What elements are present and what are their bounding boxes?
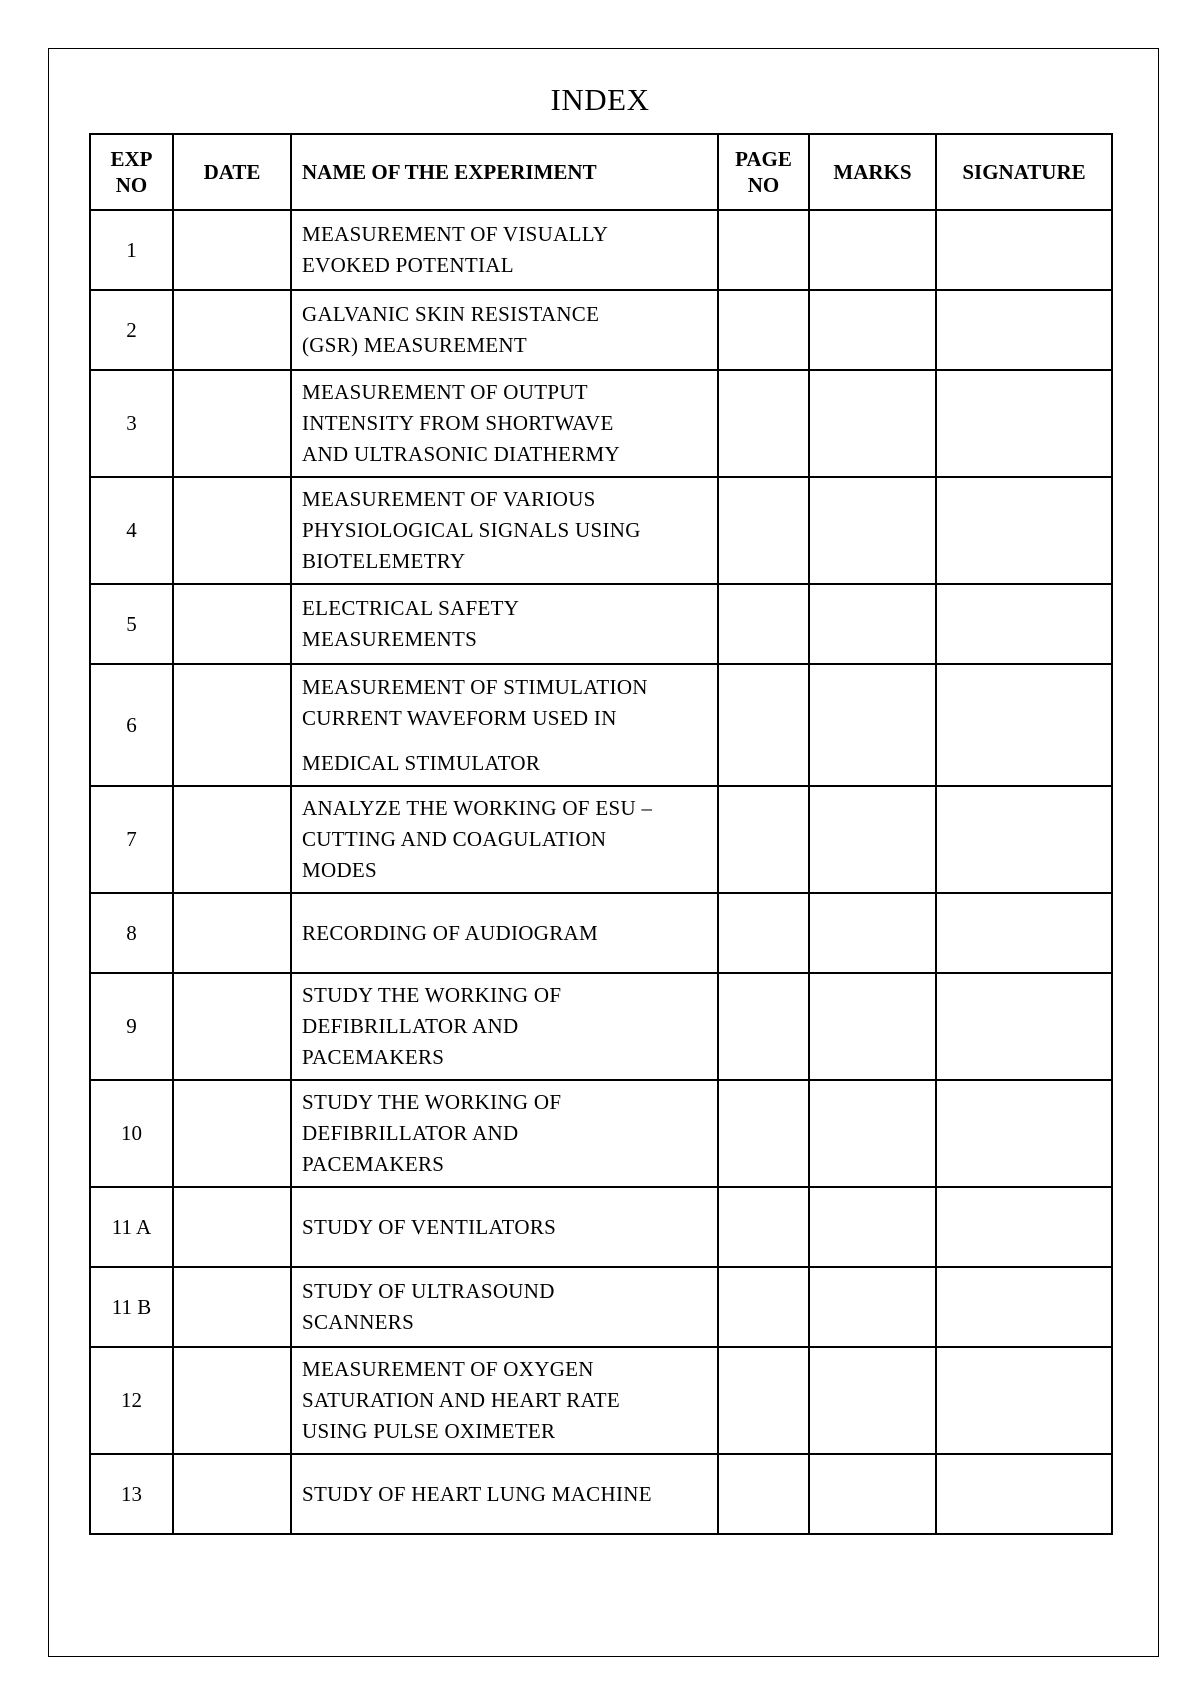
- experiment-name-line: RECORDING OF AUDIOGRAM: [302, 920, 598, 945]
- page-no-cell: [718, 893, 809, 973]
- experiment-name-line: MEASUREMENT OF VARIOUS: [302, 487, 596, 511]
- signature-cell: [936, 290, 1112, 370]
- table-row: [90, 786, 1112, 893]
- header-signature: SIGNATURE: [936, 134, 1112, 210]
- marks-cell: [809, 1347, 936, 1454]
- page-no-cell: [718, 210, 809, 290]
- experiment-name-line: STUDY OF ULTRASOUND: [302, 1279, 555, 1303]
- experiment-name-cell: [291, 1454, 718, 1534]
- exp-no-cell: 1: [90, 210, 173, 290]
- header-page-no: PAGE NO: [718, 134, 809, 210]
- table-row: [90, 1080, 1112, 1187]
- signature-cell: [936, 370, 1112, 477]
- table-row: [90, 664, 1112, 786]
- exp-no-cell: 13: [90, 1454, 173, 1534]
- experiment-name-line: MEASUREMENT OF OXYGEN: [302, 1357, 594, 1381]
- table-row: [90, 1454, 1112, 1534]
- experiment-name-line: PACEMAKERS: [302, 1045, 445, 1069]
- exp-no-cell: 4: [90, 477, 173, 584]
- table-row: [90, 1347, 1112, 1454]
- page-no-cell: [718, 1267, 809, 1347]
- date-cell: [173, 1080, 291, 1187]
- date-cell: [173, 786, 291, 893]
- date-cell: [173, 1187, 291, 1267]
- experiment-name-line: STUDY OF VENTILATORS: [302, 1214, 557, 1239]
- signature-cell: [936, 1347, 1112, 1454]
- experiment-name-line: MEASUREMENTS: [302, 627, 478, 651]
- page-no-cell: [718, 1347, 809, 1454]
- signature-cell: [936, 1187, 1112, 1267]
- experiment-name-line: STUDY THE WORKING OF: [302, 983, 562, 1007]
- experiment-name-line: MEDICAL STIMULATOR: [302, 750, 541, 775]
- page-no-cell: [718, 477, 809, 584]
- page-no-cell: [718, 664, 809, 786]
- experiment-name-line: (GSR) MEASUREMENT: [302, 333, 528, 357]
- date-cell: [173, 893, 291, 973]
- table-row: [90, 477, 1112, 584]
- page-no-cell: [718, 1454, 809, 1534]
- experiment-name-line: MODES: [302, 858, 378, 882]
- page-title: INDEX: [550, 82, 650, 117]
- marks-cell: [809, 1187, 936, 1267]
- experiment-name-cell: [291, 370, 718, 477]
- page-no-cell: [718, 584, 809, 664]
- signature-cell: [936, 1080, 1112, 1187]
- marks-cell: [809, 893, 936, 973]
- experiment-name-cell: [291, 477, 718, 584]
- table-row: [90, 210, 1112, 290]
- experiment-name-line: GALVANIC SKIN RESISTANCE: [302, 302, 600, 326]
- date-cell: [173, 477, 291, 584]
- exp-no-cell: 11 A: [90, 1187, 173, 1267]
- experiment-name-line: SATURATION AND HEART RATE: [302, 1388, 620, 1412]
- marks-cell: [809, 290, 936, 370]
- experiment-name-line: EVOKED POTENTIAL: [302, 253, 514, 277]
- signature-cell: [936, 893, 1112, 973]
- experiment-name-line: MEASUREMENT OF VISUALLY: [302, 222, 609, 246]
- date-cell: [173, 664, 291, 786]
- experiment-name-cell: [291, 893, 718, 973]
- exp-no-cell: 9: [90, 973, 173, 1080]
- table-row: [90, 893, 1112, 973]
- date-cell: [173, 290, 291, 370]
- page-no-cell: [718, 290, 809, 370]
- experiment-name-line: MEASUREMENT OF OUTPUT: [302, 380, 588, 404]
- signature-cell: [936, 973, 1112, 1080]
- date-cell: [173, 1267, 291, 1347]
- signature-cell: [936, 210, 1112, 290]
- signature-cell: [936, 1454, 1112, 1534]
- page-no-cell: [718, 973, 809, 1080]
- signature-cell: [936, 1267, 1112, 1347]
- header-row: [90, 134, 1112, 210]
- table-row: [90, 973, 1112, 1080]
- page-no-cell: [718, 370, 809, 477]
- experiment-name-cell: [291, 1267, 718, 1347]
- experiment-name-cell: [291, 1187, 718, 1267]
- header-marks: MARKS: [809, 134, 936, 210]
- experiment-name-cell: [291, 786, 718, 893]
- experiment-name-line: DEFIBRILLATOR AND: [302, 1014, 519, 1038]
- signature-cell: [936, 584, 1112, 664]
- experiment-name-cell: [291, 1347, 718, 1454]
- exp-no-cell: 8: [90, 893, 173, 973]
- experiment-name-line: STUDY THE WORKING OF: [302, 1090, 562, 1114]
- experiment-name-cell: [291, 290, 718, 370]
- marks-cell: [809, 210, 936, 290]
- marks-cell: [809, 973, 936, 1080]
- table-row: [90, 584, 1112, 664]
- table-row: [90, 370, 1112, 477]
- marks-cell: [809, 664, 936, 786]
- marks-cell: [809, 370, 936, 477]
- signature-cell: [936, 664, 1112, 786]
- marks-cell: [809, 1454, 936, 1534]
- exp-no-cell: 7: [90, 786, 173, 893]
- page-no-cell: [718, 1080, 809, 1187]
- experiment-name-line: PACEMAKERS: [302, 1152, 445, 1176]
- table-row: [90, 290, 1112, 370]
- date-cell: [173, 370, 291, 477]
- exp-no-cell: 3: [90, 370, 173, 477]
- experiment-name-line: CUTTING AND COAGULATION: [302, 827, 607, 851]
- exp-no-cell: 6: [90, 664, 173, 786]
- header-date: DATE: [173, 134, 291, 210]
- date-cell: [173, 584, 291, 664]
- experiment-name-line: USING PULSE OXIMETER: [302, 1419, 556, 1443]
- table-row: [90, 1187, 1112, 1267]
- date-cell: [173, 210, 291, 290]
- experiment-name-line: INTENSITY FROM SHORTWAVE: [302, 411, 614, 435]
- marks-cell: [809, 786, 936, 893]
- table-row: [90, 1267, 1112, 1347]
- marks-cell: [809, 477, 936, 584]
- experiment-name-cell: [291, 664, 718, 786]
- experiment-name-line: CURRENT WAVEFORM USED IN: [302, 705, 617, 730]
- page-no-cell: [718, 1187, 809, 1267]
- header-experiment-name: NAME OF THE EXPERIMENT: [291, 134, 718, 210]
- marks-cell: [809, 584, 936, 664]
- date-cell: [173, 973, 291, 1080]
- experiment-name-line: PHYSIOLOGICAL SIGNALS USING: [302, 518, 641, 542]
- experiment-name-cell: [291, 1080, 718, 1187]
- exp-no-cell: 5: [90, 584, 173, 664]
- date-cell: [173, 1454, 291, 1534]
- header-exp-no: EXP NO: [90, 134, 173, 210]
- experiment-name-cell: [291, 584, 718, 664]
- experiment-name-line: ANALYZE THE WORKING OF ESU –: [302, 796, 653, 820]
- page-no-cell: [718, 786, 809, 893]
- experiment-name-cell: [291, 973, 718, 1080]
- index-table-body: [90, 210, 1112, 1534]
- experiment-name-line: AND ULTRASONIC DIATHERMY: [302, 442, 620, 466]
- exp-no-cell: 12: [90, 1347, 173, 1454]
- exp-no-cell: 11 B: [90, 1267, 173, 1347]
- exp-no-cell: 2: [90, 290, 173, 370]
- index-table: [89, 133, 1113, 1535]
- experiment-name-line: DEFIBRILLATOR AND: [302, 1121, 519, 1145]
- date-cell: [173, 1347, 291, 1454]
- marks-cell: [809, 1080, 936, 1187]
- experiment-name-line: BIOTELEMETRY: [302, 549, 466, 573]
- signature-cell: [936, 786, 1112, 893]
- marks-cell: [809, 1267, 936, 1347]
- exp-no-cell: 10: [90, 1080, 173, 1187]
- experiment-name-cell: [291, 210, 718, 290]
- experiment-name-line: ELECTRICAL SAFETY: [302, 596, 520, 620]
- experiment-name-line: SCANNERS: [302, 1310, 415, 1334]
- experiment-name-line: STUDY OF HEART LUNG MACHINE: [302, 1481, 652, 1506]
- signature-cell: [936, 477, 1112, 584]
- experiment-name-line: MEASUREMENT OF STIMULATION: [302, 674, 648, 699]
